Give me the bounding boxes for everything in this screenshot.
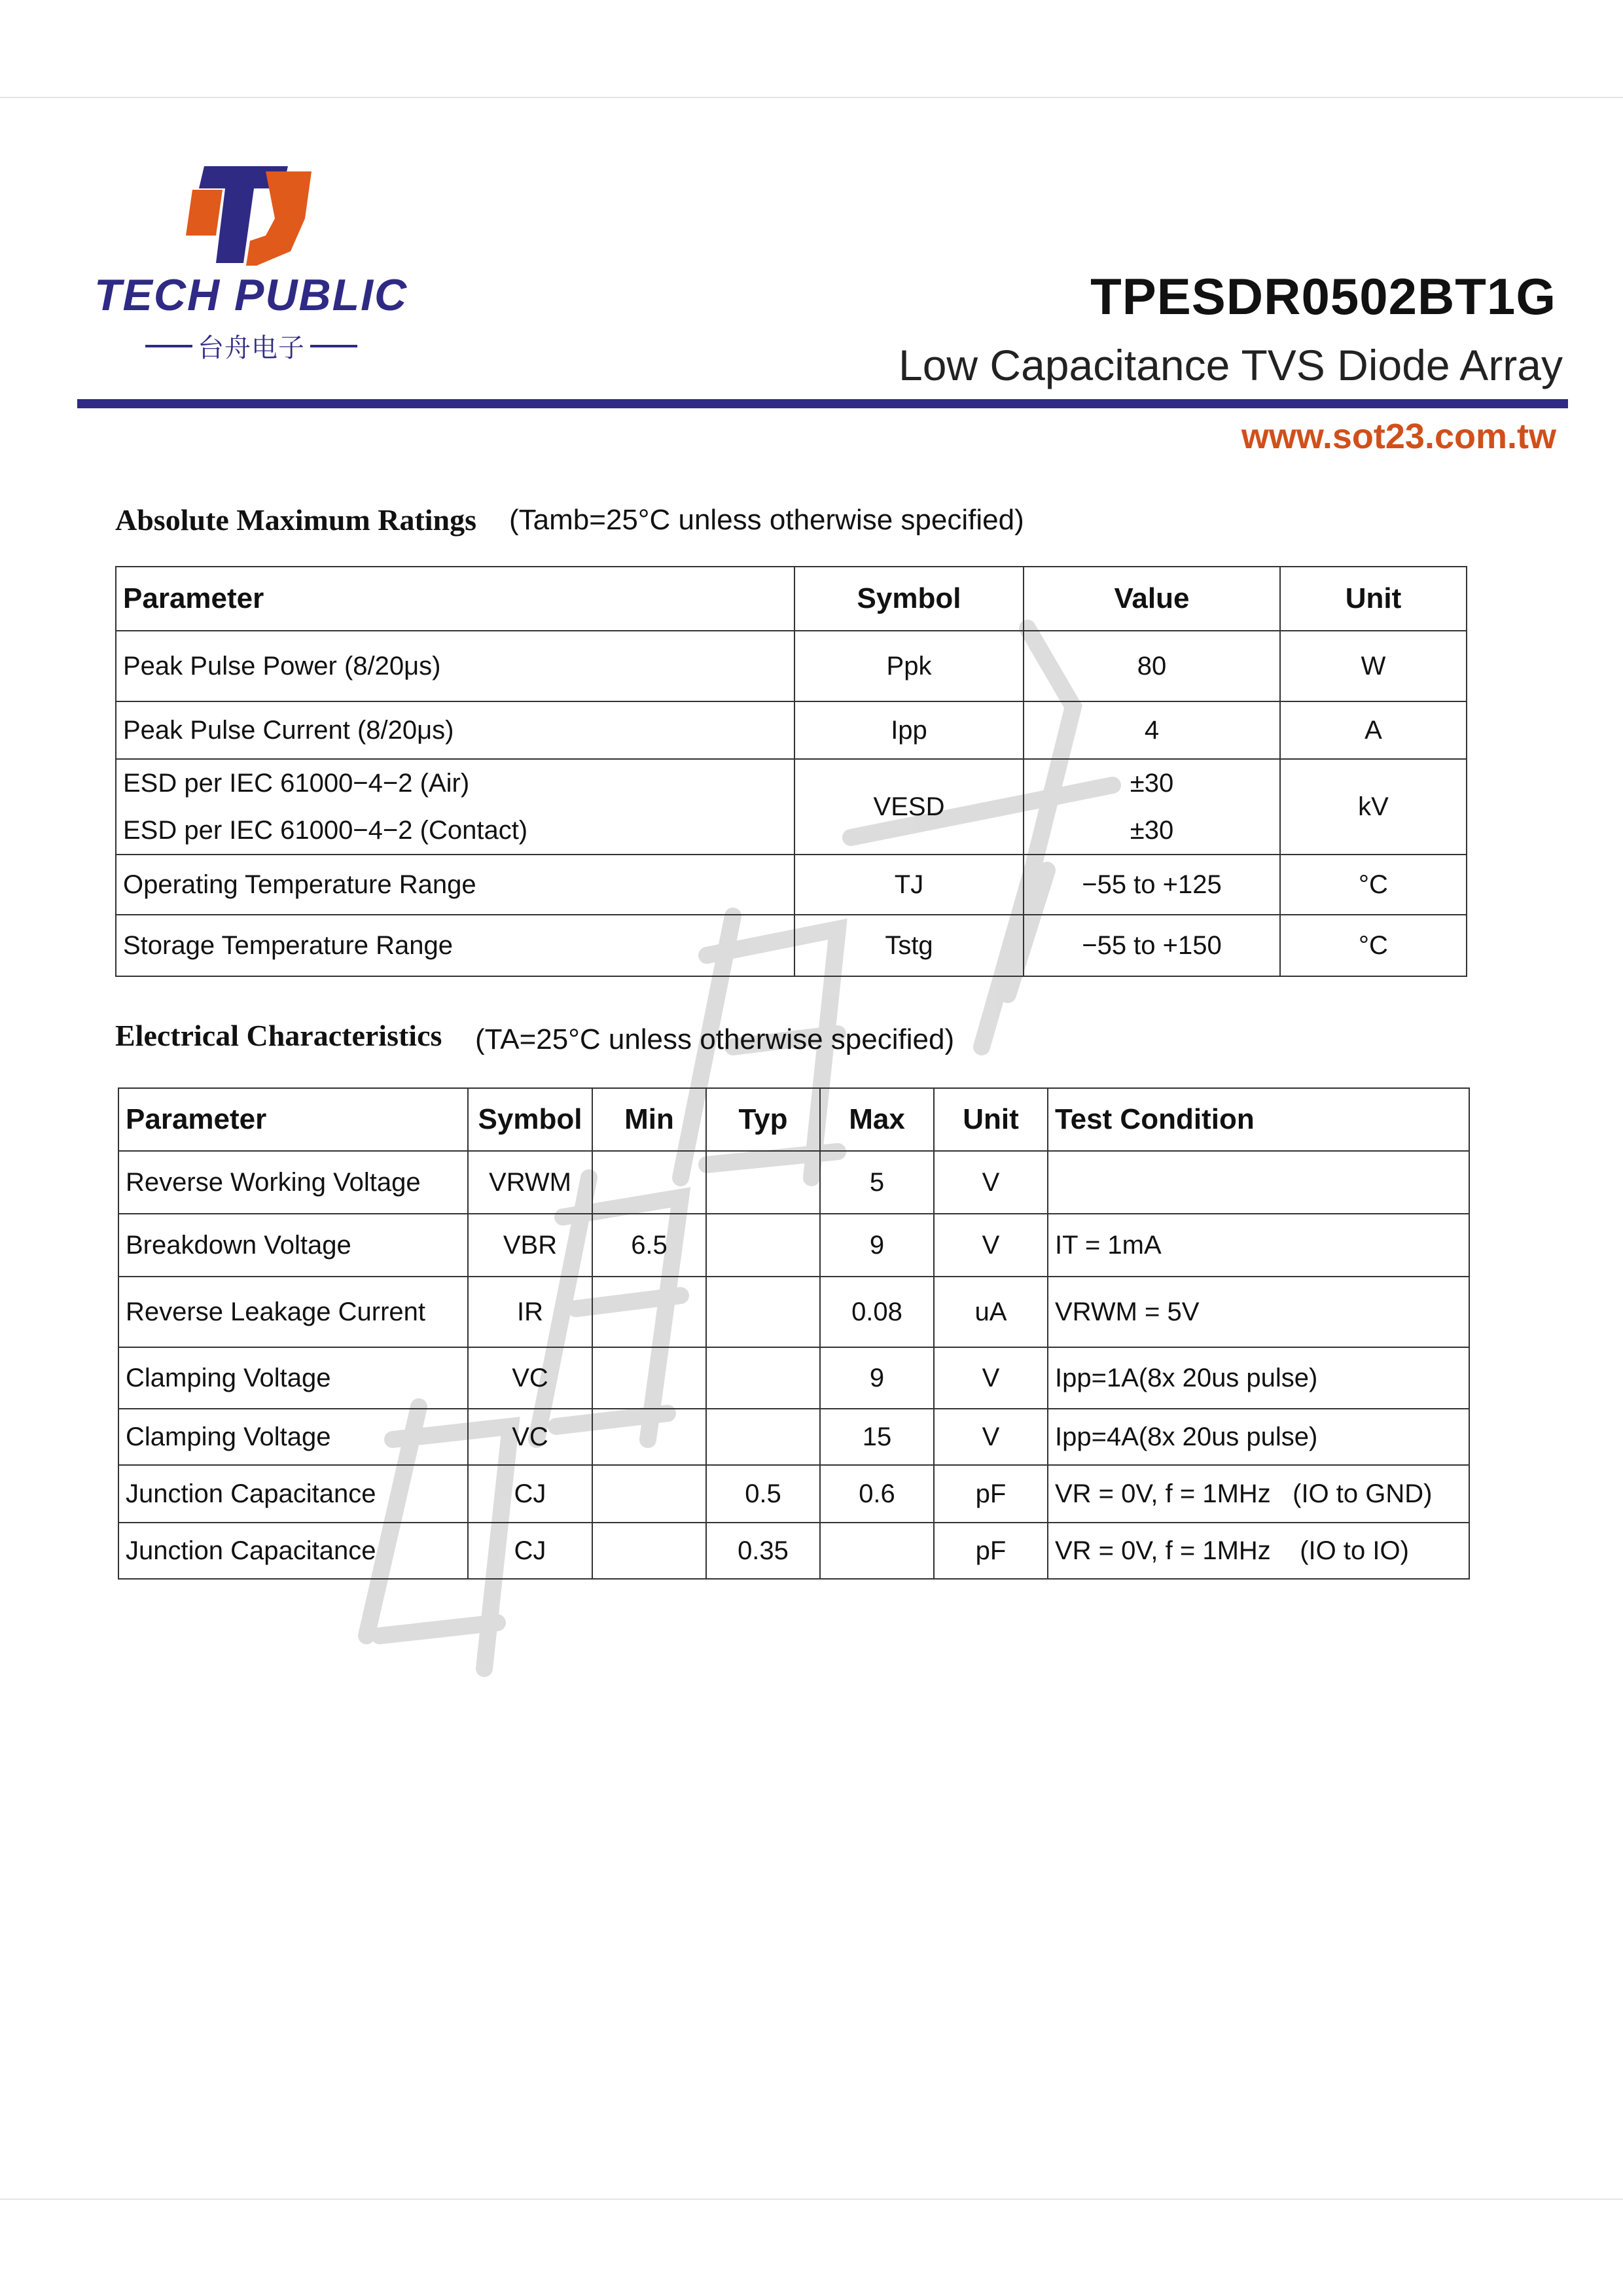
cell-test-condition: VR = 0V, f = 1MHz (IO to GND) (1048, 1465, 1469, 1523)
cell-max (820, 1523, 934, 1579)
table-row (118, 1465, 1469, 1523)
cell-symbol: VBR (468, 1214, 592, 1277)
table-row (116, 759, 1467, 855)
cell-symbol: VRWM (468, 1151, 592, 1214)
logo-chinese-text: 台舟电子 (198, 333, 305, 363)
cell-test-condition: Ipp=4A(8x 20us pulse) (1048, 1409, 1469, 1465)
cell-unit: °C (1280, 915, 1467, 976)
cell-symbol: Ipp (794, 701, 1024, 759)
cell-typ (706, 1409, 820, 1465)
cell-symbol: CJ (468, 1523, 592, 1579)
header-unit: Unit (1280, 567, 1467, 631)
cell-max: 9 (820, 1214, 934, 1277)
header-parameter: Parameter (118, 1088, 468, 1151)
cell-unit: W (1280, 631, 1467, 701)
header-symbol: Symbol (468, 1088, 592, 1151)
elec-table (118, 1087, 1470, 1580)
elec-note: (TA=25°C unless otherwise specified) (475, 1023, 955, 1055)
cell-test-condition: IT = 1mA (1048, 1214, 1469, 1277)
cell-parameter-line2: ESD per IEC 61000−4−2 (Contact) (123, 816, 528, 845)
table-row (118, 1347, 1469, 1409)
table-row (118, 1277, 1469, 1347)
cell-unit: V (934, 1214, 1048, 1277)
cell-unit: A (1280, 701, 1467, 759)
cell-typ (706, 1151, 820, 1214)
cell-value: −55 to +125 (1024, 855, 1280, 915)
header-test-condition: Test Condition (1048, 1088, 1469, 1151)
cell-parameter (116, 759, 794, 855)
cell-min: 6.5 (592, 1214, 706, 1277)
table-row (116, 631, 1467, 701)
table-row (118, 1151, 1469, 1214)
abs-max-note: (Tamb=25°C unless otherwise specified) (509, 504, 1024, 536)
cell-parameter: Peak Pulse Power (8/20μs) (116, 631, 794, 701)
cell-max: 0.6 (820, 1465, 934, 1523)
header-parameter: Parameter (116, 567, 794, 631)
header-symbol: Symbol (794, 567, 1024, 631)
cell-parameter: Reverse Working Voltage (118, 1151, 468, 1214)
cell-typ (706, 1347, 820, 1409)
cell-min (592, 1523, 706, 1579)
cell-unit: kV (1280, 759, 1467, 855)
cell-symbol: Ppk (794, 631, 1024, 701)
logo-chinese-name (140, 327, 363, 364)
logo-wordmark: TECH PUBLIC (94, 270, 408, 320)
cell-min (592, 1465, 706, 1523)
cell-parameter: Breakdown Voltage (118, 1214, 468, 1277)
table-row (118, 1409, 1469, 1465)
document-subtitle: Low Capacitance TVS Diode Array (899, 341, 1563, 389)
header-max: Max (820, 1088, 934, 1151)
part-number: TPESDR0502BT1G (1090, 268, 1556, 325)
cell-value-line1: ±30 (1130, 769, 1174, 798)
cell-symbol: IR (468, 1277, 592, 1347)
cell-symbol: VC (468, 1409, 592, 1465)
cell-test-condition: Ipp=1A(8x 20us pulse) (1048, 1347, 1469, 1409)
cell-parameter-line1: ESD per IEC 61000−4−2 (Air) (123, 769, 470, 798)
table-header-row (116, 567, 1467, 631)
cell-max: 5 (820, 1151, 934, 1214)
cell-symbol: Tstg (794, 915, 1024, 976)
cell-min (592, 1347, 706, 1409)
cell-symbol: TJ (794, 855, 1024, 915)
cell-min (592, 1277, 706, 1347)
cell-parameter: Storage Temperature Range (116, 915, 794, 976)
cell-parameter: Junction Capacitance (118, 1523, 468, 1579)
cell-parameter: Operating Temperature Range (116, 855, 794, 915)
header-typ: Typ (706, 1088, 820, 1151)
cell-min (592, 1151, 706, 1214)
table-row (118, 1523, 1469, 1579)
table-row (118, 1214, 1469, 1277)
cell-parameter: Reverse Leakage Current (118, 1277, 468, 1347)
cell-symbol: CJ (468, 1465, 592, 1523)
cell-test-condition (1048, 1151, 1469, 1214)
header-divider (77, 399, 1568, 408)
cell-max: 0.08 (820, 1277, 934, 1347)
header-unit: Unit (934, 1088, 1048, 1151)
cell-value: −55 to +150 (1024, 915, 1280, 976)
cell-symbol: VESD (794, 759, 1024, 855)
table-row (116, 701, 1467, 759)
cell-unit: V (934, 1151, 1048, 1214)
cell-max: 15 (820, 1409, 934, 1465)
cell-typ: 0.35 (706, 1523, 820, 1579)
elec-title: Electrical Characteristics (115, 1019, 442, 1052)
cell-min (592, 1409, 706, 1465)
cell-parameter: Clamping Voltage (118, 1409, 468, 1465)
cell-unit: uA (934, 1277, 1048, 1347)
logo-dash-left (145, 345, 192, 347)
table-row (116, 855, 1467, 915)
cell-value-line2: ±30 (1130, 816, 1174, 845)
cell-parameter: Clamping Voltage (118, 1347, 468, 1409)
cell-max: 9 (820, 1347, 934, 1409)
cell-unit: V (934, 1347, 1048, 1409)
cell-unit: °C (1280, 855, 1467, 915)
header-value: Value (1024, 567, 1280, 631)
website-link[interactable]: www.sot23.com.tw (1241, 417, 1556, 456)
cell-value (1024, 759, 1280, 855)
cell-typ (706, 1214, 820, 1277)
cell-typ: 0.5 (706, 1465, 820, 1523)
cell-test-condition: VRWM = 5V (1048, 1277, 1469, 1347)
cell-parameter: Junction Capacitance (118, 1465, 468, 1523)
cell-symbol: VC (468, 1347, 592, 1409)
cell-value: 4 (1024, 701, 1280, 759)
cell-unit: pF (934, 1465, 1048, 1523)
table-header-row (118, 1088, 1469, 1151)
cell-test-condition: VR = 0V, f = 1MHz (IO to IO) (1048, 1523, 1469, 1579)
abs-max-title: Absolute Maximum Ratings (115, 503, 477, 537)
logo-dash-right (310, 345, 357, 347)
cell-value: 80 (1024, 631, 1280, 701)
table-row (116, 915, 1467, 976)
cell-unit: V (934, 1409, 1048, 1465)
header-min: Min (592, 1088, 706, 1151)
abs-max-table (115, 566, 1467, 977)
cell-parameter: Peak Pulse Current (8/20μs) (116, 701, 794, 759)
cell-typ (706, 1277, 820, 1347)
cell-unit: pF (934, 1523, 1048, 1579)
